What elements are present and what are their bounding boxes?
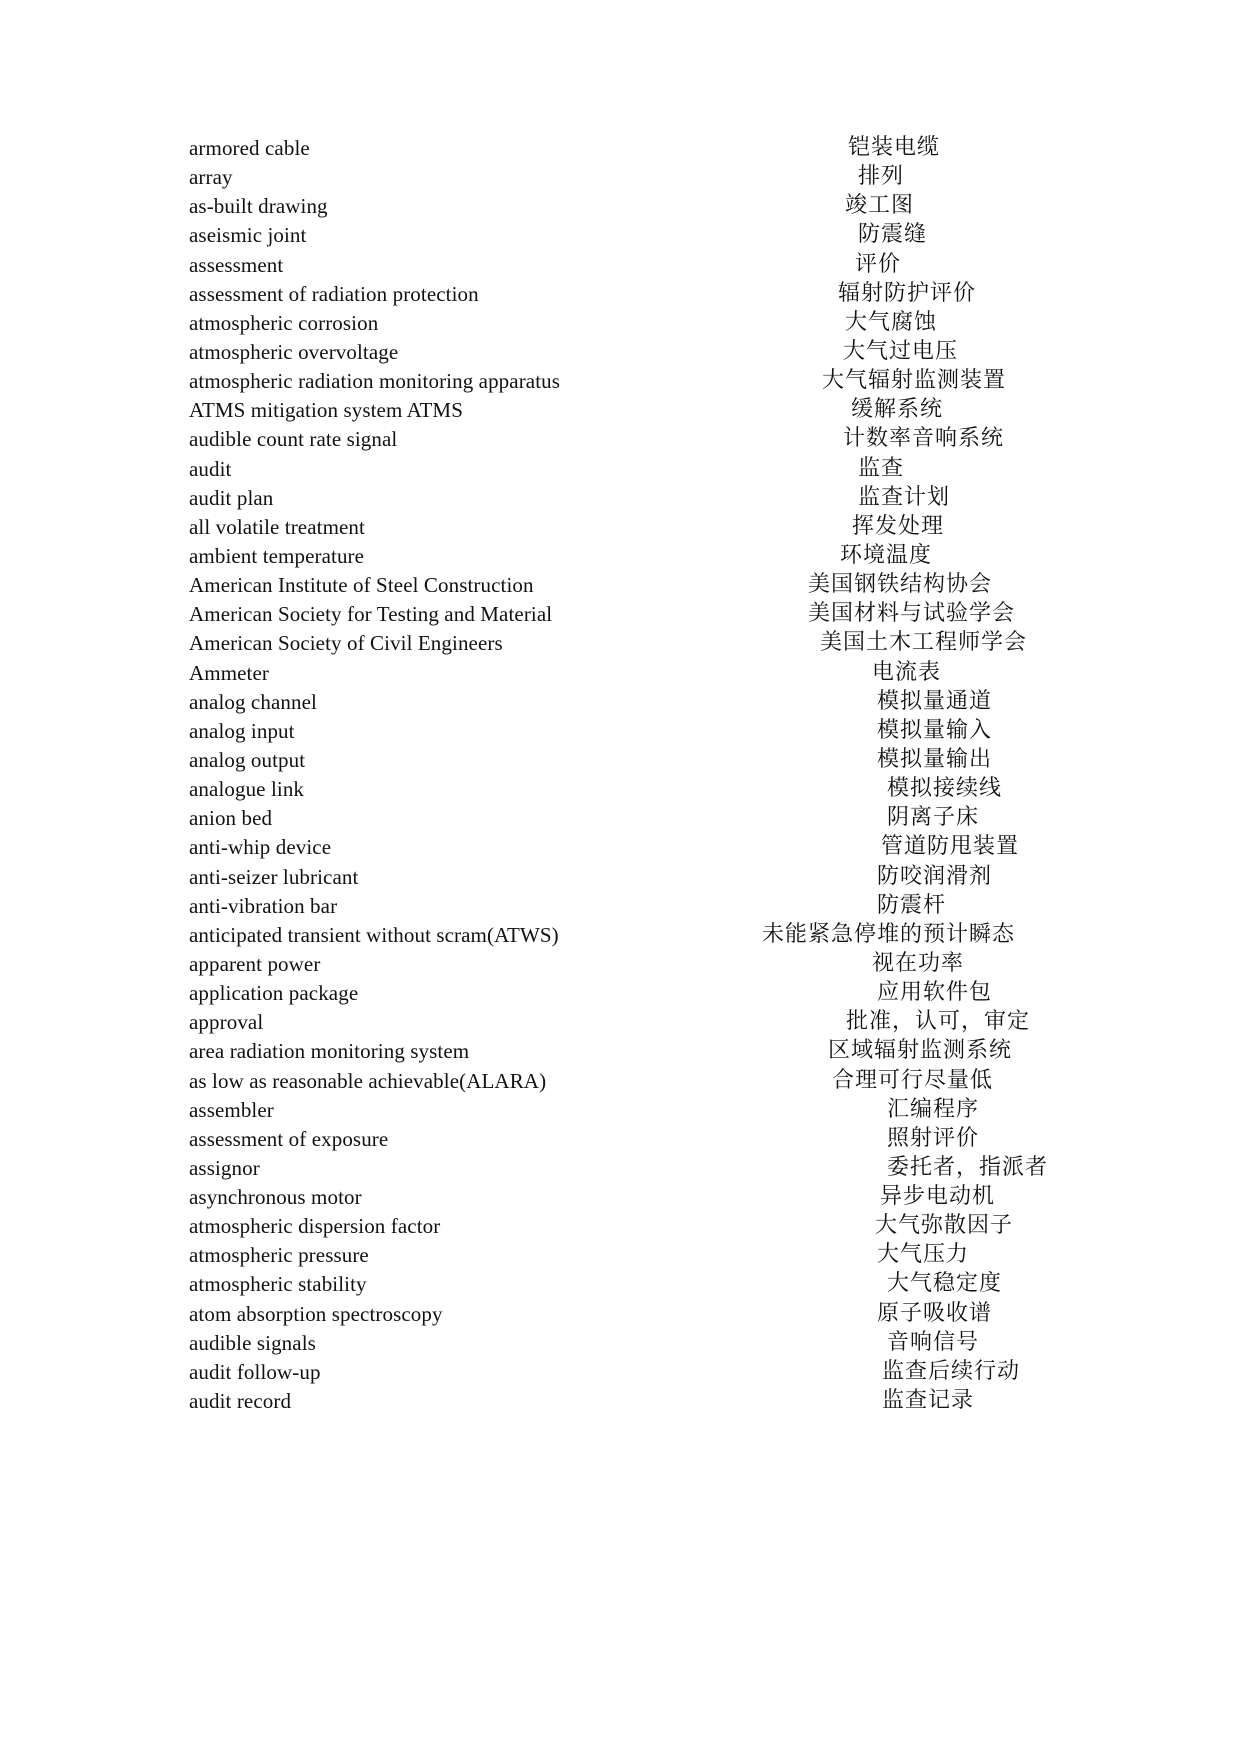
chinese-term: 监查计划: [858, 484, 951, 510]
glossary-row: [0, 1240, 1241, 1269]
english-term: all volatile treatment: [189, 514, 365, 539]
glossary-row: [0, 133, 1241, 162]
english-term: audit follow-up: [189, 1359, 321, 1384]
glossary-row: [0, 1299, 1241, 1328]
chinese-term: 排列: [858, 164, 905, 190]
english-term: assessment of radiation protection: [189, 281, 479, 306]
english-term: analogue link: [189, 777, 305, 802]
glossary-row: [0, 395, 1241, 424]
english-term: anti-seizer lubricant: [189, 864, 359, 889]
glossary-row: [0, 862, 1241, 891]
chinese-term: 管道防甩装置: [881, 834, 1020, 860]
glossary-row: [0, 978, 1241, 1007]
english-term: approval: [189, 1010, 264, 1035]
english-term: anti-vibration bar: [189, 893, 338, 918]
glossary-row: [0, 308, 1241, 337]
chinese-term: 批准，认可，审定: [846, 1009, 1031, 1035]
glossary-row: [0, 541, 1241, 570]
chinese-term: 音响信号: [887, 1329, 980, 1355]
english-term: application package: [189, 981, 359, 1006]
chinese-term: 合理可行尽量低: [832, 1067, 994, 1093]
chinese-term: 防震缝: [858, 222, 928, 248]
glossary-row: [0, 1036, 1241, 1065]
english-term: assembler: [189, 1097, 274, 1122]
chinese-term: 应用软件包: [877, 980, 993, 1006]
english-term: assessment of exposure: [189, 1126, 389, 1151]
english-term: anion bed: [189, 806, 273, 831]
chinese-term: 防震杆: [877, 892, 947, 918]
english-term: asynchronous motor: [189, 1185, 362, 1210]
english-term: atmospheric pressure: [189, 1243, 369, 1268]
glossary-row: [0, 162, 1241, 191]
glossary-row: [0, 687, 1241, 716]
glossary-row: [0, 774, 1241, 803]
glossary-row: [0, 366, 1241, 395]
glossary-row: [0, 920, 1241, 949]
english-term: analog output: [189, 747, 306, 772]
english-term: area radiation monitoring system: [189, 1039, 470, 1064]
english-term: as low as reasonable achievable(ALARA): [189, 1068, 547, 1093]
chinese-term: 大气过电压: [843, 338, 959, 364]
chinese-term: 模拟量输出: [877, 746, 993, 772]
english-term: atmospheric overvoltage: [189, 339, 399, 364]
glossary-row: [0, 716, 1241, 745]
glossary-row: [0, 424, 1241, 453]
chinese-term: 模拟量通道: [877, 688, 993, 714]
glossary-row: [0, 832, 1241, 861]
glossary-row: [0, 745, 1241, 774]
glossary-row: [0, 658, 1241, 687]
english-term: Ammeter: [189, 660, 270, 685]
glossary-row: [0, 512, 1241, 541]
glossary-row: [0, 1269, 1241, 1298]
chinese-term: 电流表: [872, 659, 942, 685]
chinese-term: 挥发处理: [852, 513, 945, 539]
english-term: audible count rate signal: [189, 427, 398, 452]
chinese-term: 辐射防护评价: [838, 280, 977, 306]
english-term: array: [189, 165, 233, 190]
chinese-term: 美国土木工程师学会: [820, 630, 1028, 656]
english-term: as-built drawing: [189, 194, 328, 219]
english-term: assignor: [189, 1155, 260, 1180]
chinese-term: 缓解系统: [851, 397, 944, 423]
english-term: atmospheric stability: [189, 1272, 367, 1297]
chinese-term: 美国材料与试验学会: [808, 601, 1016, 627]
glossary-row: [0, 1066, 1241, 1095]
english-term: analog channel: [189, 689, 317, 714]
chinese-term: 异步电动机: [880, 1184, 996, 1210]
chinese-term: 美国钢铁结构协会: [808, 572, 993, 598]
glossary-row: [0, 191, 1241, 220]
glossary-row: [0, 220, 1241, 249]
glossary-row: [0, 337, 1241, 366]
english-term: anti-whip device: [189, 835, 332, 860]
chinese-term: 模拟接续线: [887, 776, 1003, 802]
glossary-row: [0, 1124, 1241, 1153]
chinese-term: 委托者，指派者: [887, 1154, 1049, 1180]
glossary-row: [0, 1153, 1241, 1182]
chinese-term: 防咬润滑剂: [877, 863, 993, 889]
chinese-term: 评价: [855, 251, 902, 277]
chinese-term: 照射评价: [887, 1125, 980, 1151]
glossary-row: [0, 803, 1241, 832]
english-term: apparent power: [189, 951, 321, 976]
english-term: atmospheric radiation monitoring apparatus: [189, 369, 561, 394]
chinese-term: 原子吸收谱: [877, 1300, 993, 1326]
chinese-term: 区域辐射监测系统: [828, 1038, 1013, 1064]
english-term: aseismic joint: [189, 223, 307, 248]
glossary-row: [0, 1007, 1241, 1036]
english-term: assessment: [189, 252, 284, 277]
glossary-list: [0, 133, 1241, 1415]
chinese-term: 计数率音响系统: [843, 426, 1005, 452]
chinese-term: 环境温度: [840, 542, 933, 568]
glossary-row: [0, 1328, 1241, 1357]
glossary-row: [0, 1182, 1241, 1211]
chinese-term: 大气稳定度: [887, 1271, 1003, 1297]
chinese-term: 大气腐蚀: [845, 309, 938, 335]
english-term: American Institute of Steel Construction: [189, 573, 534, 598]
glossary-row: [0, 1095, 1241, 1124]
glossary-row: [0, 279, 1241, 308]
english-term: audit plan: [189, 485, 274, 510]
chinese-term: 铠装电缆: [848, 135, 941, 160]
chinese-term: 模拟量输入: [877, 717, 993, 743]
english-term: armored cable: [189, 136, 310, 160]
chinese-term: 大气压力: [877, 1242, 970, 1268]
glossary-row: [0, 250, 1241, 279]
chinese-term: 汇编程序: [887, 1096, 980, 1122]
chinese-term: 阴离子床: [887, 805, 980, 831]
english-term: atmospheric dispersion factor: [189, 1214, 441, 1239]
chinese-term: 大气辐射监测装置: [822, 368, 1007, 394]
english-term: atom absorption spectroscopy: [189, 1301, 443, 1326]
english-term: atmospheric corrosion: [189, 310, 379, 335]
english-term: ambient temperature: [189, 543, 365, 568]
chinese-term: 监查记录: [882, 1388, 975, 1414]
chinese-term: 监查: [858, 455, 905, 481]
glossary-row: [0, 570, 1241, 599]
chinese-term: 未能紧急停堆的预计瞬态: [762, 921, 1016, 947]
glossary-row: [0, 1386, 1241, 1415]
english-term: American Society of Civil Engineers: [189, 631, 503, 656]
glossary-row: [0, 891, 1241, 920]
chinese-term: 大气弥散因子: [875, 1213, 1014, 1239]
english-term: audit: [189, 456, 232, 481]
glossary-row: [0, 454, 1241, 483]
english-term: anticipated transient without scram(ATWS): [189, 922, 559, 947]
english-term: audit record: [189, 1389, 292, 1414]
glossary-row: [0, 1211, 1241, 1240]
chinese-term: 监查后续行动: [882, 1358, 1021, 1384]
chinese-term: 竣工图: [845, 193, 915, 219]
glossary-row: [0, 628, 1241, 657]
glossary-row: [0, 599, 1241, 628]
english-term: American Society for Testing and Material: [189, 602, 553, 627]
english-term: analog input: [189, 718, 295, 743]
glossary-row: [0, 949, 1241, 978]
chinese-term: 视在功率: [872, 950, 965, 976]
english-term: audible signals: [189, 1330, 316, 1355]
glossary-row: [0, 483, 1241, 512]
glossary-row: [0, 1357, 1241, 1386]
english-term: ATMS mitigation system ATMS: [189, 398, 463, 423]
